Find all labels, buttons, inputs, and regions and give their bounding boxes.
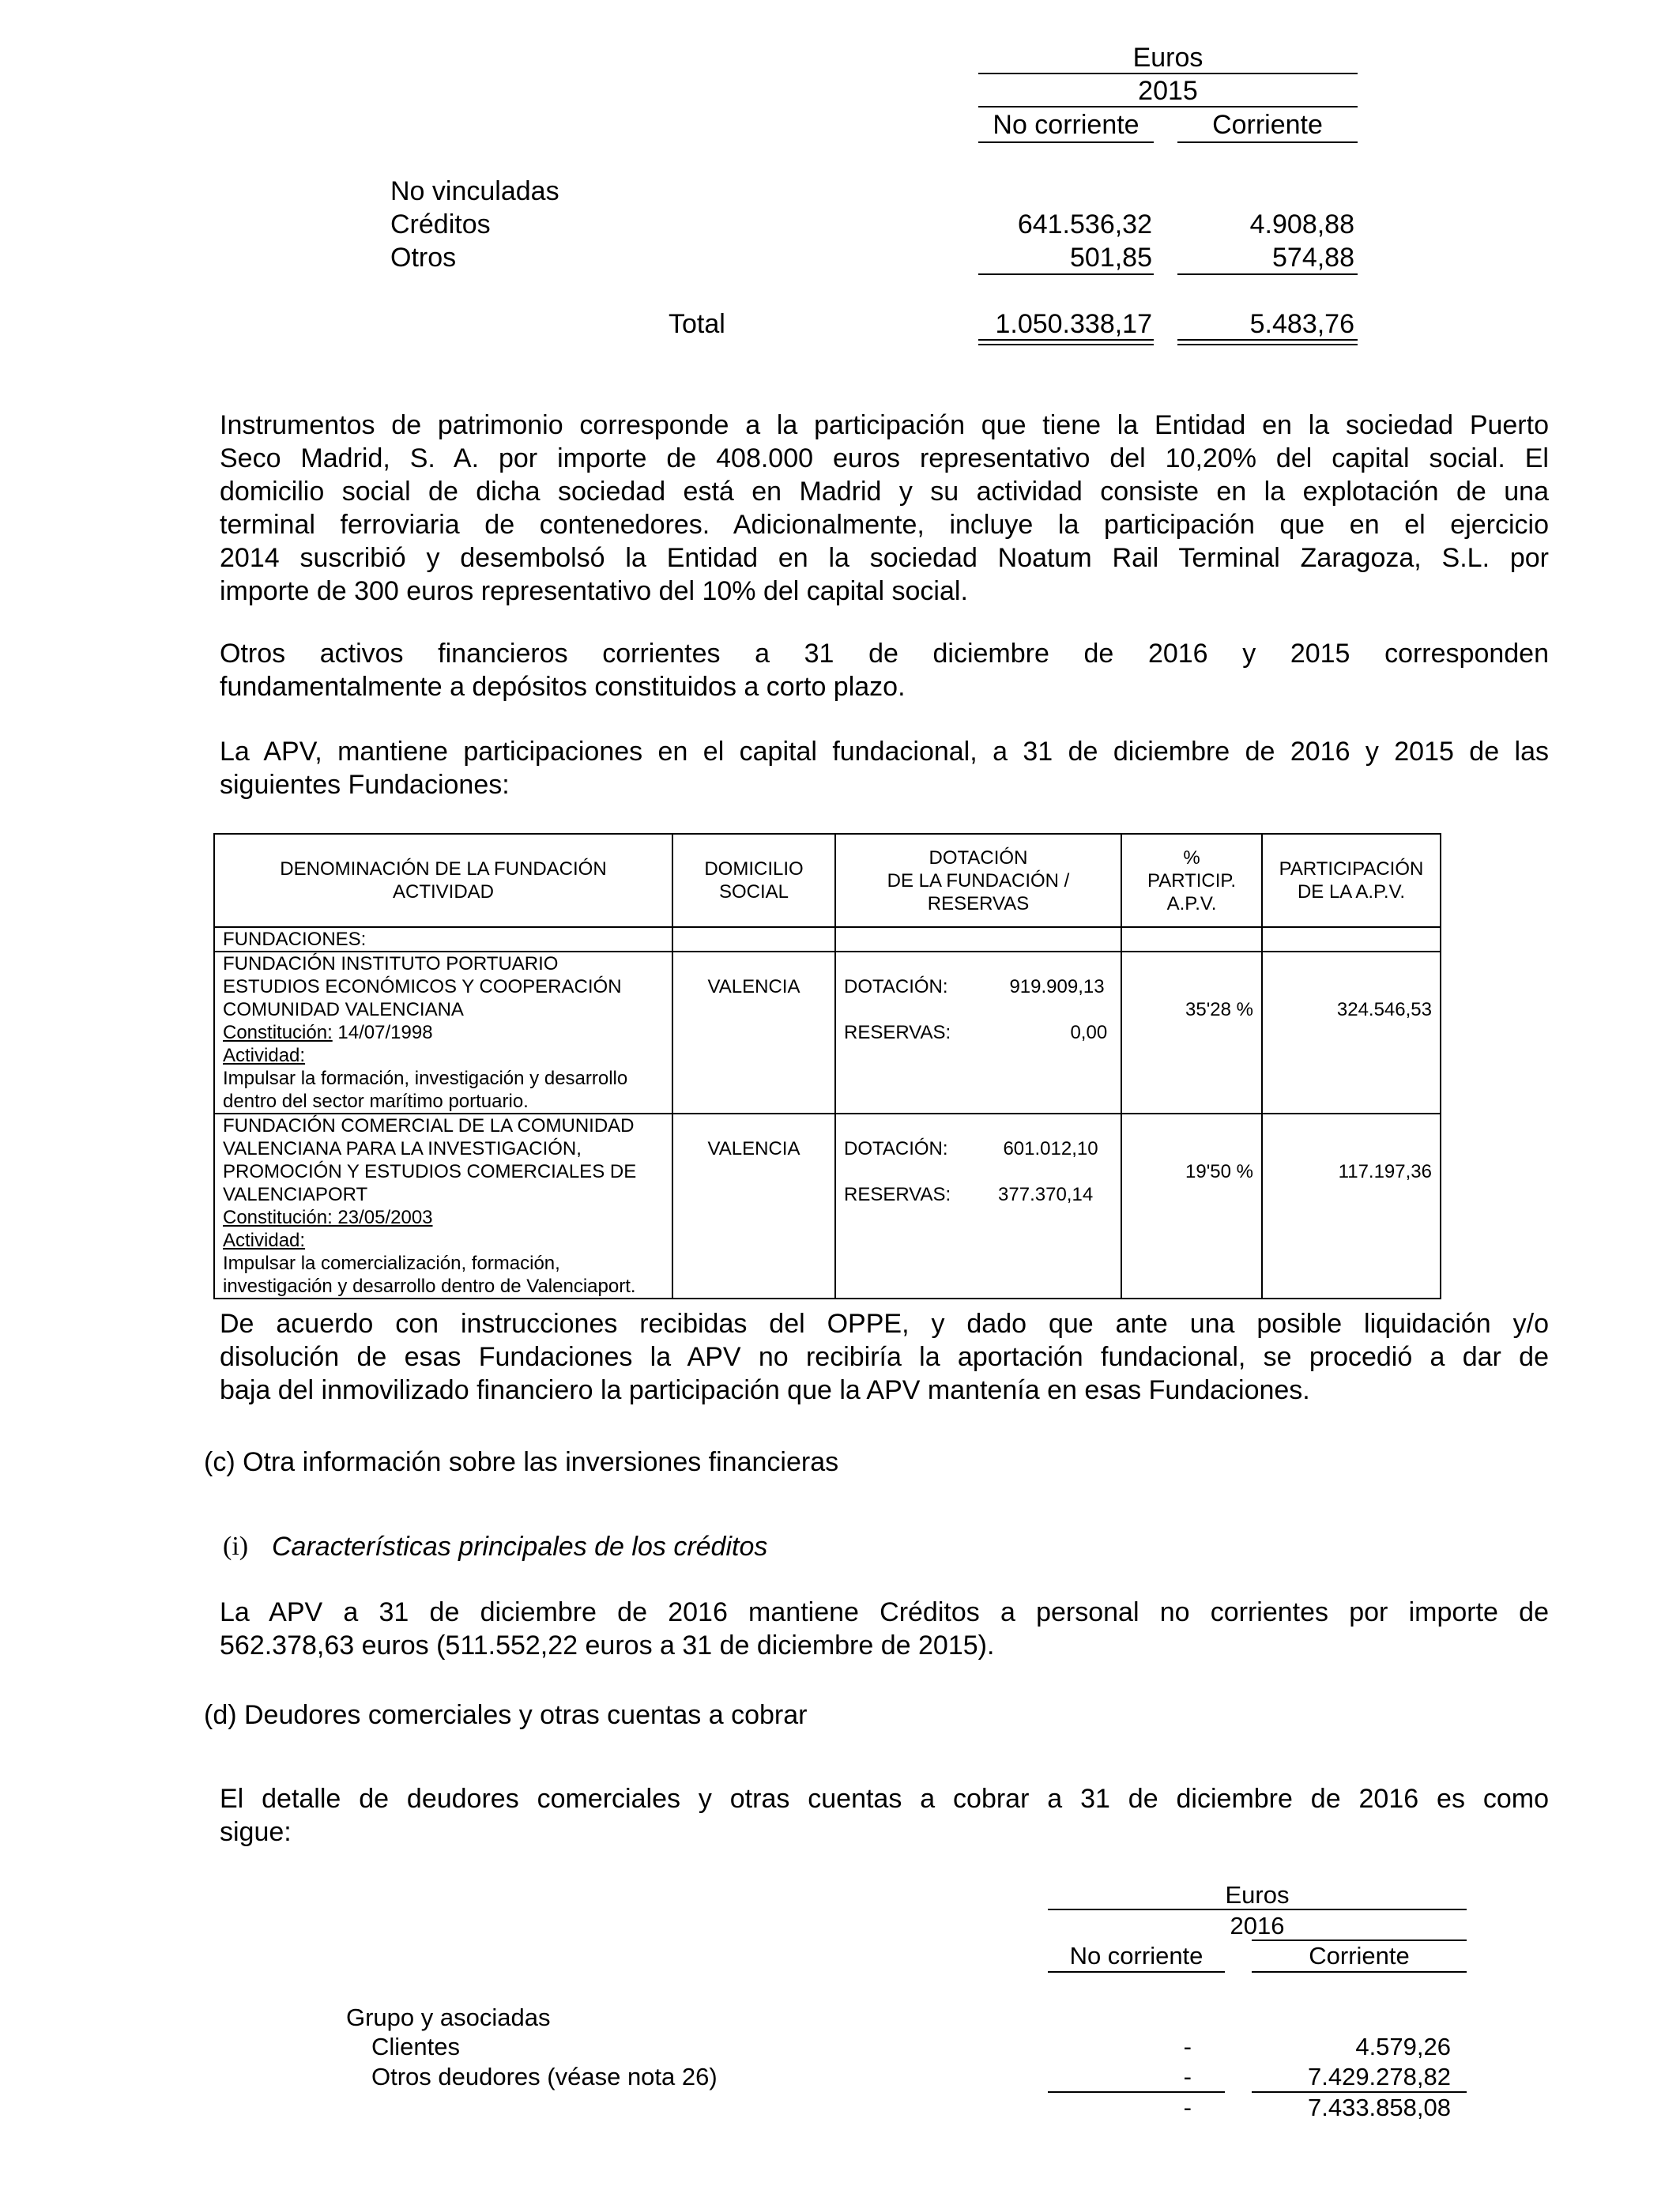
fundaciones-table (213, 833, 1441, 1299)
row-value: 4.579,26 (1355, 2033, 1451, 2060)
header-participacion: PARTICIPACIÓN DE LA A.P.V. (1262, 834, 1441, 927)
row-value: - (1183, 2063, 1192, 2090)
heading-i-number: (i) (223, 1532, 249, 1561)
col-corriente: Corriente (1309, 1942, 1410, 1970)
currency-header: Euros (1225, 1881, 1290, 1909)
porcentaje-cell: 19'50 % (1121, 1114, 1262, 1299)
col-no-corriente: No corriente (993, 110, 1139, 140)
table-section-row (214, 927, 1441, 952)
row-label: Créditos (390, 209, 491, 239)
fundacion-descripcion: FUNDACIÓN INSTITUTO PORTUARIO ESTUDIOS ECONÓMICOS Y COOPERACIÓN COMUNIDAD VALENCIANA Constitución: 14/07/1998 Actividad: Impulsar la formación, investigación y desarrollo dentro del sector marítimo portuario. (214, 952, 672, 1114)
domicilio-cell: VALENCIA (672, 1114, 835, 1299)
paragraph-instrumentos: Instrumentos de patrimonio corresponde a la participación que tiene la Entidad en la sociedad Puerto Seco Madrid, S. A. por importe de 408.000 euros representativo del 10,20% del capital social. El domicilio social de dicha sociedad está en Madrid y su actividad consiste en la explotación de una terminal ferroviaria de contenedores. Adicionalmente, incluye la participación que en el ejercicio 2014 suscribió y desembolsó la Entidad en la sociedad Noatum Rail Terminal Zaragoza, S.L. por importe de 300 euros representativo del 10% del capital social. (220, 410, 1549, 606)
total-value: 5.483,76 (1249, 309, 1354, 339)
porcentaje-cell: 35'28 % (1121, 952, 1262, 1114)
header-porcentaje: % PARTICIP. A.P.V. (1121, 834, 1262, 927)
row-label: Otros deudores (véase nota 26) (371, 2063, 718, 2090)
paragraph-fundaciones-intro: La APV, mantiene participaciones en el capital fundacional, a 31 de diciembre de 2016 y 2015 de las siguientes Fundaciones: (220, 737, 1549, 800)
col-corriente: Corriente (1212, 110, 1323, 140)
row-value: 501,85 (1070, 243, 1152, 273)
row-value: 641.536,32 (1017, 209, 1152, 239)
paragraph-creditos-personal: La APV a 31 de diciembre de 2016 mantiene Créditos a personal no corrientes por importe de 562.378,63 euros (511.552,22 euros a 31 de diciembre de 2015). (220, 1597, 1549, 1661)
row-value: 574,88 (1272, 243, 1354, 273)
total-value: 7.433.858,08 (1307, 2094, 1451, 2121)
year-header: 2016 (1230, 1912, 1285, 1940)
row-value: 7.429.278,82 (1307, 2063, 1451, 2090)
paragraph-otros-activos: Otros activos financieros corrientes a 31 de diciembre de 2016 y 2015 corresponden fundamentalmente a depósitos constituidos a corto plazo. (220, 639, 1549, 702)
heading-i: Características principales de los créditos (272, 1532, 768, 1562)
heading-d: (d) Deudores comerciales y otras cuentas a cobrar (204, 1700, 808, 1730)
section-label: No vinculadas (390, 176, 559, 206)
total-value: - (1183, 2094, 1192, 2121)
paragraph-oppe: De acuerdo con instrucciones recibidas del OPPE, y dado que ante una posible liquidación y/o disolución de esas Fundaciones la APV no recibiría la aportación fundacional, se procedió a dar de baja del inmovilizado financiero la participación que la APV mantenía en esas Fundaciones. (220, 1309, 1549, 1405)
year-header: 2015 (1138, 76, 1198, 106)
dotacion-cell: DOTACIÓN: 919.909,13 RESERVAS: 0,00 (835, 952, 1121, 1114)
row-label: Otros (390, 243, 457, 273)
table-row (214, 1114, 1441, 1299)
participacion-cell: 324.546,53 (1262, 952, 1441, 1114)
row-value: 4.908,88 (1249, 209, 1354, 239)
domicilio-cell: VALENCIA (672, 952, 835, 1114)
total-value: 1.050.338,17 (995, 309, 1152, 339)
fundacion-descripcion: FUNDACIÓN COMERCIAL DE LA COMUNIDAD VALENCIANA PARA LA INVESTIGACIÓN, PROMOCIÓN Y ESTUDIOS COMERCIALES DE VALENCIAPORT Constitución: 23/05/2003 Actividad: Impulsar la comercialización, formación, investigación y desarrollo dentro de Valenciaport. (214, 1114, 672, 1299)
currency-header: Euros (1132, 43, 1203, 73)
header-denominacion: DENOMINACIÓN DE LA FUNDACIÓN ACTIVIDAD (214, 834, 672, 927)
heading-c: (c) Otra información sobre las inversiones financieras (204, 1447, 839, 1477)
dotacion-cell: DOTACIÓN: 601.012,10 RESERVAS: 377.370,14 (835, 1114, 1121, 1299)
header-dotacion: DOTACIÓN DE LA FUNDACIÓN / RESERVAS (835, 834, 1121, 927)
row-value: - (1183, 2033, 1192, 2060)
table-row (214, 952, 1441, 1114)
table-header-row (214, 834, 1441, 927)
paragraph-deudores: El detalle de deudores comerciales y otras cuentas a cobrar a 31 de diciembre de 2016 es como sigue: (220, 1784, 1549, 1847)
header-domicilio: DOMICILIO SOCIAL (672, 834, 835, 927)
total-label: Total (669, 309, 725, 339)
section-label: Grupo y asociadas (346, 2004, 551, 2031)
row-label: Clientes (371, 2033, 460, 2060)
participacion-cell: 117.197,36 (1262, 1114, 1441, 1299)
section-fundaciones: FUNDACIONES: (214, 927, 672, 952)
col-no-corriente: No corriente (1069, 1942, 1203, 1970)
